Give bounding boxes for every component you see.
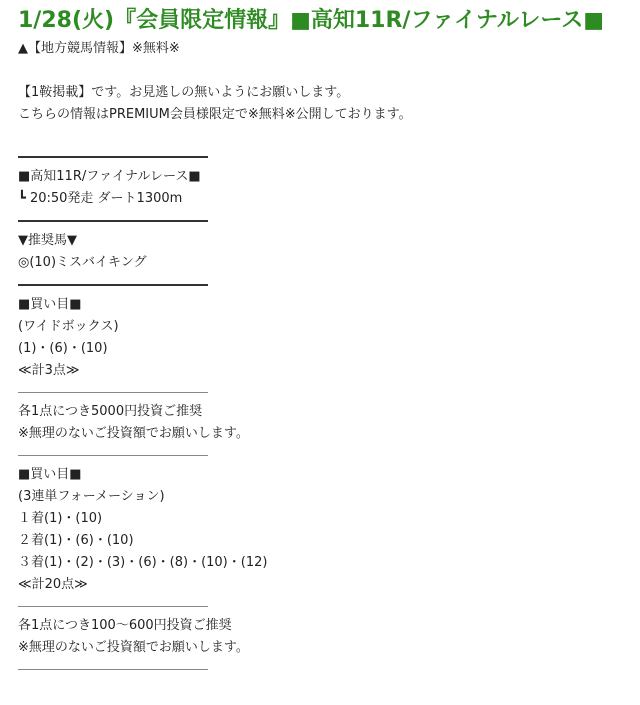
bet1-type: (ワイドボックス) xyxy=(18,319,119,334)
bet1-block xyxy=(18,294,640,382)
divider xyxy=(18,220,208,222)
divider xyxy=(18,284,208,286)
page-title: 1/28(火)『会員限定情報』■高知11R/ファイナルレース■ xyxy=(18,8,605,33)
race-heading: ■高知11R/ファイナルレース■ xyxy=(18,169,201,184)
intro-block xyxy=(18,82,640,126)
divider xyxy=(18,156,208,158)
bet1-advice-line: ※無理のないご投資額でお願いします。 xyxy=(18,426,249,441)
bet2-heading: ■買い目■ xyxy=(18,467,82,482)
race-detail: ┗ 20:50発走 ダート1300m xyxy=(18,191,183,206)
bet2-advice xyxy=(18,615,640,659)
bet2-line: ３着(1)・(2)・(3)・(6)・(8)・(10)・(12) xyxy=(18,555,268,570)
intro-line: こちらの情報はPREMIUM会員様限定で※無料※公開しております。 xyxy=(18,107,412,122)
bet2-line: ２着(1)・(6)・(10) xyxy=(18,533,134,548)
intro-line: 【1鞍掲載】です。お見逃しの無いようにお願いします。 xyxy=(18,85,350,100)
recommended-horse xyxy=(18,230,640,274)
bet2-type: (3連単フォーメーション) xyxy=(18,489,165,504)
bet1-heading: ■買い目■ xyxy=(18,297,82,312)
bet1-advice xyxy=(18,401,640,445)
recommended-horse-name: ◎(10)ミスバイキング xyxy=(18,255,147,270)
race-info xyxy=(18,166,640,210)
divider xyxy=(18,455,208,456)
divider xyxy=(18,392,208,393)
bet1-combo: (1)・(6)・(10) xyxy=(18,341,108,356)
bet2-total: ≪計20点≫ xyxy=(18,577,88,592)
divider xyxy=(18,606,208,607)
bet1-advice-line: 各1点につき5000円投資ご推奨 xyxy=(18,404,203,419)
bet2-block xyxy=(18,464,640,596)
bet2-line: １着(1)・(10) xyxy=(18,511,103,526)
bet1-total: ≪計3点≫ xyxy=(18,363,80,378)
bet2-advice-line: 各1点につき100～600円投資ご推奨 xyxy=(18,618,232,633)
recommended-heading: ▼推奨馬▼ xyxy=(18,233,77,248)
divider xyxy=(18,669,208,670)
bet2-advice-line: ※無理のないご投資額でお願いします。 xyxy=(18,640,249,655)
category-subtitle: ▲【地方競馬情報】※無料※ xyxy=(18,41,180,56)
